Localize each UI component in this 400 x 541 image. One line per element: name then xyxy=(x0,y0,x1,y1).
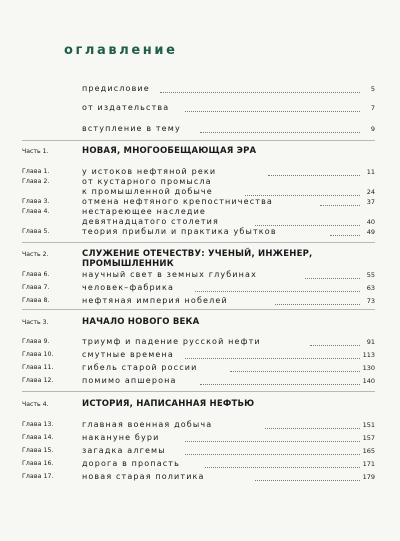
chapter-label: Глава 12. xyxy=(22,377,54,384)
chapter-label: Глава 8. xyxy=(22,297,50,304)
chapter-label: Глава 2. xyxy=(22,178,50,185)
part-label: Часть 3. xyxy=(22,319,49,326)
chapter-page: 49 xyxy=(366,228,375,236)
part-title: СЛУЖЕНИЕ ОТЕЧЕСТВУ: УЧЕНЫЙ, ИНЖЕНЕР, ПРОМЫШЛЕННИК xyxy=(82,249,313,269)
chapter-page: 165 xyxy=(362,447,375,455)
chapter-page: 130 xyxy=(362,364,375,372)
entry-title: предисловие xyxy=(82,84,150,93)
chapter-page: 113 xyxy=(362,351,375,359)
leader-dots xyxy=(268,175,360,176)
toc-chapter-7[interactable] xyxy=(0,283,400,297)
leader-dots xyxy=(185,441,360,442)
divider xyxy=(22,391,375,392)
chapter-page: 24 xyxy=(366,188,375,196)
entry-page: 9 xyxy=(370,125,375,133)
toc-chapter-16[interactable] xyxy=(0,459,400,473)
leader-dots xyxy=(255,225,360,226)
chapter-page: 179 xyxy=(362,473,375,481)
part-title: ИСТОРИЯ, НАПИСАННАЯ НЕФТЬЮ xyxy=(82,399,255,409)
chapter-title: теория прибыли и практика убытков xyxy=(82,227,277,236)
toc-chapter-5[interactable] xyxy=(0,227,400,241)
divider xyxy=(22,140,375,141)
chapter-title-line2: девятнадцатого столетия xyxy=(82,217,219,226)
toc-chapter-11[interactable] xyxy=(0,363,400,377)
toc-chapter-6[interactable] xyxy=(0,270,400,284)
chapter-label: Глава 5. xyxy=(22,228,50,235)
leader-dots xyxy=(195,291,360,292)
chapter-page: 140 xyxy=(362,377,375,385)
chapter-title: смутные времена xyxy=(82,350,174,359)
leader-dots xyxy=(185,454,360,455)
chapter-page: 63 xyxy=(366,284,375,292)
toc-chapter-17[interactable] xyxy=(0,472,400,486)
chapter-page: 73 xyxy=(366,297,375,305)
chapter-label: Глава 7. xyxy=(22,284,50,291)
chapter-page: 151 xyxy=(362,421,375,429)
toc-chapter-15[interactable] xyxy=(0,446,400,460)
chapter-title: человек–фабрика xyxy=(82,283,175,292)
chapter-label: Глава 11. xyxy=(22,364,54,371)
chapter-title: нестареющее наследие xyxy=(82,207,206,216)
part-label: Часть 1. xyxy=(22,148,49,155)
toc-chapter-12[interactable] xyxy=(0,376,400,390)
leader-dots xyxy=(305,278,360,279)
chapter-title: научный свет в земных глубинах xyxy=(82,270,257,279)
toc-title: оглавление xyxy=(64,43,178,58)
chapter-page: 40 xyxy=(366,218,375,226)
toc-chapter-9[interactable] xyxy=(0,337,400,351)
chapter-title-line2: к промышленной добыче xyxy=(82,187,213,196)
chapter-title: триумф и падение русской нефти xyxy=(82,337,261,346)
chapter-label: Глава 14. xyxy=(22,434,54,441)
entry-title: вступление в тему xyxy=(82,124,181,133)
chapter-title: загадка алгемы xyxy=(82,446,166,455)
chapter-title: накануне бури xyxy=(82,433,160,442)
chapter-title: помимо апшерона xyxy=(82,376,177,385)
toc-part-4[interactable] xyxy=(0,399,400,413)
chapter-label: Глава 6. xyxy=(22,271,50,278)
leader-dots xyxy=(330,235,360,236)
chapter-page: 171 xyxy=(362,460,375,468)
toc-part-2[interactable] xyxy=(0,249,400,269)
leader-dots xyxy=(265,428,360,429)
chapter-title: главная военная добыча xyxy=(82,420,213,429)
leader-dots xyxy=(255,480,360,481)
chapter-title: нефтяная империя нобелей xyxy=(82,296,228,305)
leader-dots xyxy=(275,304,360,305)
entry-page: 7 xyxy=(370,104,375,112)
leader-dots xyxy=(200,384,360,385)
leader-dots xyxy=(160,92,360,93)
toc-part-1[interactable] xyxy=(0,146,400,160)
leader-dots xyxy=(185,111,360,112)
toc-chapter-10[interactable] xyxy=(0,350,400,364)
chapter-label: Глава 16. xyxy=(22,460,54,467)
chapter-label: Глава 4. xyxy=(22,208,50,215)
toc-entry-preface[interactable] xyxy=(0,84,400,98)
leader-dots xyxy=(245,195,360,196)
toc-entry-intro[interactable] xyxy=(0,124,400,138)
chapter-title: гибель старой россии xyxy=(82,363,198,372)
leader-dots xyxy=(310,345,360,346)
chapter-page: 37 xyxy=(366,198,375,206)
toc-chapter-8[interactable] xyxy=(0,296,400,310)
leader-dots xyxy=(200,132,360,133)
toc-chapter-13[interactable] xyxy=(0,420,400,434)
chapter-page: 91 xyxy=(366,338,375,346)
chapter-title: у истоков нефтяной реки xyxy=(82,167,217,176)
chapter-page: 11 xyxy=(366,168,375,176)
chapter-label: Глава 9. xyxy=(22,338,50,345)
entry-title: от издательства xyxy=(82,103,170,112)
chapter-page: 55 xyxy=(366,271,375,279)
entry-page: 5 xyxy=(370,85,375,93)
chapter-label: Глава 17. xyxy=(22,473,54,480)
part-label: Часть 2. xyxy=(22,251,49,258)
toc-chapter-14[interactable] xyxy=(0,433,400,447)
divider xyxy=(22,309,375,310)
chapter-label: Глава 10. xyxy=(22,351,54,358)
toc-part-3[interactable] xyxy=(0,317,400,331)
toc-entry-publisher[interactable] xyxy=(0,103,400,117)
part-title: НАЧАЛО НОВОГО ВЕКА xyxy=(82,317,200,327)
chapter-title: новая старая политика xyxy=(82,472,205,481)
chapter-label: Глава 3. xyxy=(22,198,50,205)
leader-dots xyxy=(205,467,360,468)
divider xyxy=(22,242,375,243)
part-title: НОВАЯ, МНОГООБЕЩАЮЩАЯ ЭРА xyxy=(82,146,257,156)
chapter-label: Глава 15. xyxy=(22,447,54,454)
leader-dots xyxy=(185,358,360,359)
chapter-label: Глава 13. xyxy=(22,421,54,428)
chapter-title: дорога в пропасть xyxy=(82,459,180,468)
chapter-label: Глава 1. xyxy=(22,168,50,175)
part-label: Часть 4. xyxy=(22,401,49,408)
leader-dots xyxy=(320,205,360,206)
chapter-title: от кустарного промысла xyxy=(82,177,212,186)
chapter-title: отмена нефтяного крепостничества xyxy=(82,197,273,206)
leader-dots xyxy=(230,371,360,372)
chapter-page: 157 xyxy=(362,434,375,442)
